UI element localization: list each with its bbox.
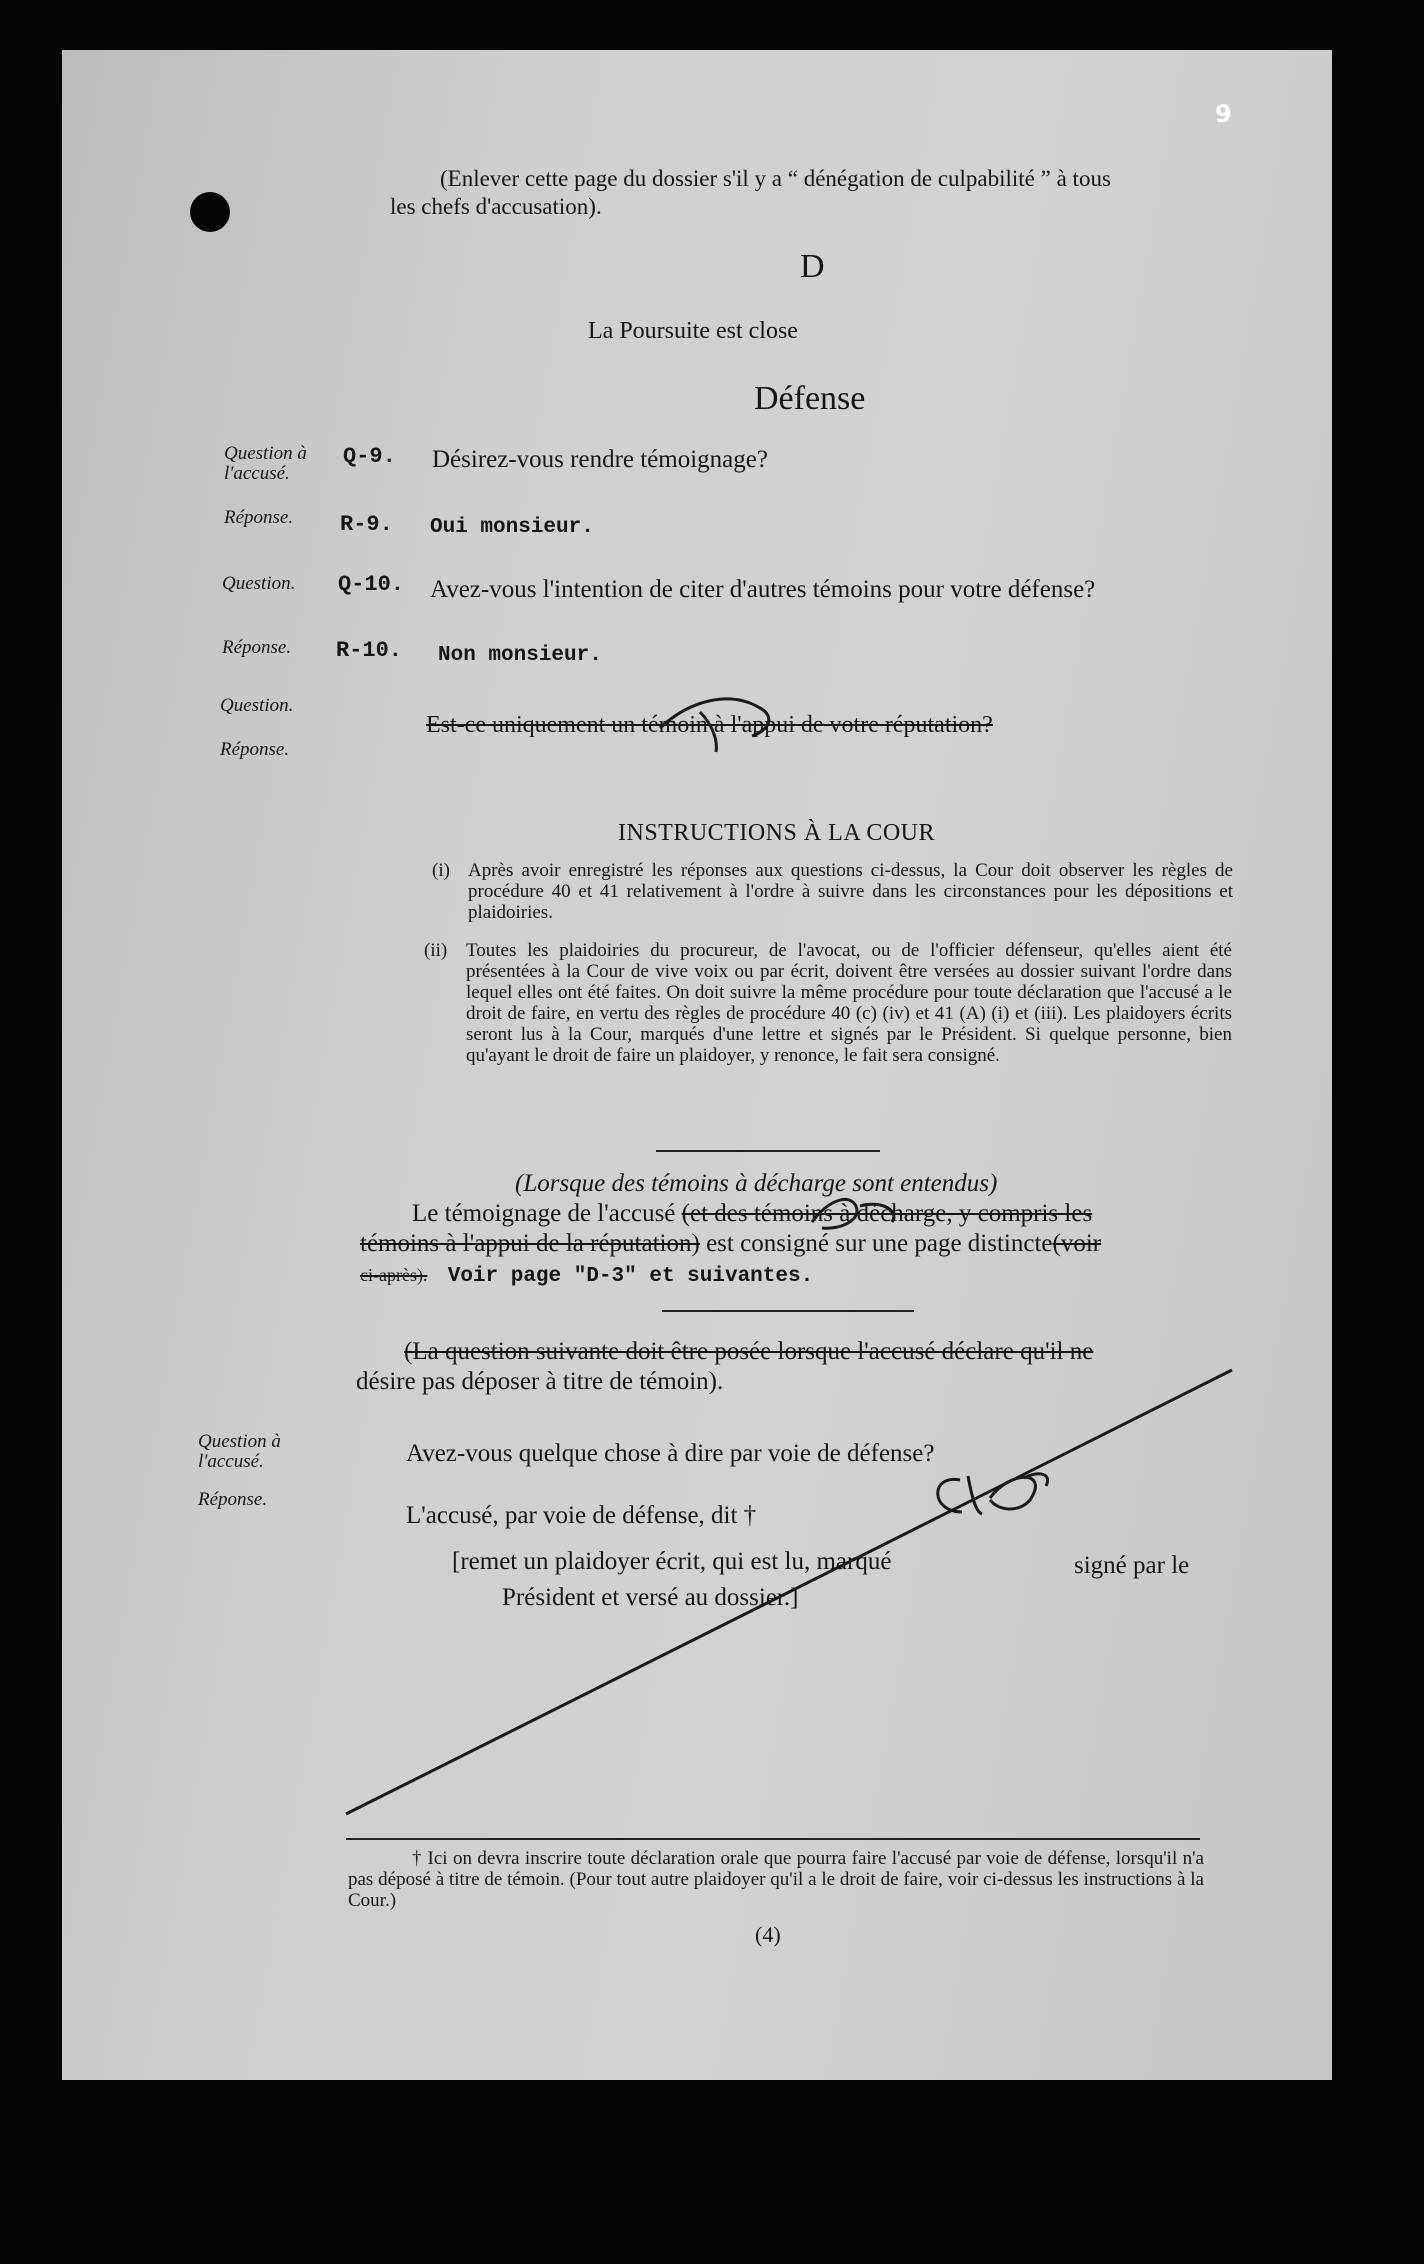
instruction-item: Après avoir enregistré les réponses aux questions ci-dessus, la Cour doit observer les règles de procédure 40 et 41 relativement à l'ordre à suivre dans les circonstances pour les dépositions et plaidoiries. [468,860,1233,923]
no-testimony-line1: (La question suivante doit être posée lorsque l'accusé déclare qu'il ne [404,1338,1094,1365]
written-plea-line2: Président et versé au dossier.] [502,1584,799,1611]
instruction-item: Toutes les plaidoiries du procureur, de l'avocat, ou de l'officier défenseur, qu'elles aient été présentées à la Cour de vive voix ou par écrit, doivent être versées au dossier suivant l'ordre dans lequel elles ont été faites. On doit suivre la même procédure pour toute déclaration que l'accusé a le droit de faire, en vertu des règles de procédure 40 (c) (iv) et 41 (A) (i) et (iii). Les plaidoyers écrits seront lus à la Cour, marqués d'une lettre et signés par le Président. Si quelque personne, bien qu'ayant le droit de faire un plaidoyer, y renonce, le fait sera consigné. [466,940,1232,1066]
written-plea-line1: [remet un plaidoyer écrit, qui est lu, marqué [452,1548,892,1575]
question-code: Q-9. [343,444,396,469]
question-text: Avez-vous l'intention de citer d'autres témoins pour votre défense? [430,576,1096,603]
instruction-num-text: (ii) [424,940,448,961]
removal-note-line1: (Enlever cette page du dossier s'il y a “ dénégation de culpabilité ” à tous [440,166,1111,191]
side-label: Question. [222,573,296,594]
witnesses-line2-struck-end: (voir [1052,1230,1102,1257]
section-title: Défense [754,380,866,417]
initials-mark [812,1199,894,1228]
no-testimony-line2: désire pas déposer à titre de témoin). [356,1368,724,1395]
witnesses-line3-struck: ci-après). [360,1265,428,1285]
side-label: Question à l'accusé. [198,1431,281,1472]
removal-note-line2: les chefs d'accusation). [390,194,602,219]
witnesses-line3-typed: Voir page "D-3" et suivantes. [447,1265,814,1288]
section-letter: D [800,248,825,285]
side-label: Question. [220,695,294,716]
answer-code: R-10. [336,638,403,663]
written-plea-line1-end: signé par le [1074,1552,1190,1579]
witnesses-line1-struck: (et des témoins à décharge, y compris les [681,1200,1093,1227]
instruction-num-text: (i) [432,860,450,881]
answer-code: R-9. [340,512,393,537]
defense-question: Avez-vous quelque chose à dire par voie de défense? [406,1440,935,1467]
footnote: † Ici on devra inscrire toute déclaration orale que pourra faire l'accusé par voie de défense, lorsqu'il n'a pas déposé à titre de témoin. (Pour tout autre plaidoyer qu'il a le droit de faire, voir ci-dessus les instructions à la Cour.) [348,1848,1204,1911]
answer-text: Oui monsieur. [430,516,594,539]
page-footer: (4) [755,1922,781,1947]
side-label: Réponse. [198,1489,268,1510]
witnesses-line1-text: Le témoignage de l'accusé [412,1200,676,1227]
witnesses-line2-struck: témoins à l'appui de la réputation) [360,1230,700,1257]
instructions-title: INSTRUCTIONS À LA COUR [618,820,936,846]
prosecution-closed: La Poursuite est close [588,318,798,344]
witnesses-line2-text: est consigné sur une page distincte [706,1230,1053,1257]
question-text: Désirez-vous rendre témoignage? [432,446,768,473]
side-label-text: Question à l'accusé. [224,443,307,484]
page-number: 9 [1215,100,1232,128]
side-label: Réponse. [222,637,292,658]
side-label: Réponse. [220,739,290,760]
struck-question-text: Est-ce uniquement un témoin à l'appui de votre réputation? [426,712,993,738]
side-label: Réponse. [224,507,294,528]
initials-mark [660,699,769,752]
cancellation-line [346,1370,1232,1814]
answer-text: Non monsieur. [438,644,602,667]
defense-answer: L'accusé, par voie de défense, dit † [406,1502,757,1529]
question-code: Q-10. [338,572,405,597]
witnesses-heading: (Lorsque des témoins à décharge sont entendus) [515,1170,998,1197]
